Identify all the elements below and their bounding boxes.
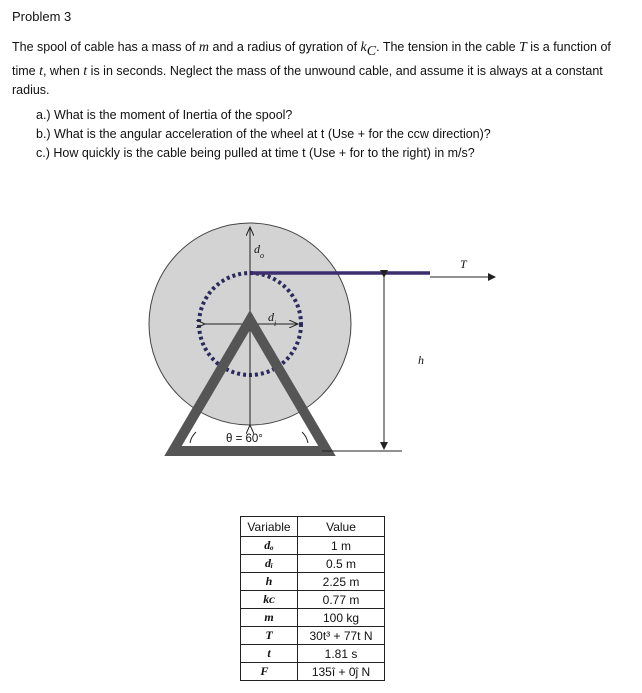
question-a: a.) What is the moment of Inertia of the spool?	[36, 108, 293, 122]
angle-arc-left	[190, 432, 196, 443]
table-row: m 100 kg	[241, 609, 385, 627]
table-row: kᴄ 0.77 m	[241, 591, 385, 609]
table-row: h 2.25 m	[241, 573, 385, 591]
inner-diameter-label: $d_i$	[268, 310, 277, 328]
value-header: Value	[298, 517, 385, 537]
tension-label: T	[460, 257, 467, 271]
spool-diagram	[0, 215, 642, 465]
angle-arc-right	[302, 432, 308, 443]
table-row: dᵢ 0.5 m	[241, 555, 385, 573]
question-b: b.) What is the angular acceleration of the wheel at t (Use + for the ccw direction)?	[36, 127, 491, 141]
variable-header: Variable	[241, 517, 298, 537]
problem-heading: Problem 3	[12, 9, 72, 24]
height-label: h	[418, 353, 424, 367]
outer-diameter-label: $d_o$	[254, 242, 264, 260]
table-header-row	[241, 517, 385, 537]
table-row: t 1.81 s	[241, 645, 385, 663]
question-c: c.) How quickly is the cable being pulled at time t (Use + for to the right) in m/s?	[36, 146, 475, 160]
table-row: T 30t³ + 77t N	[241, 627, 385, 645]
problem-statement: The spool of cable has a mass of m and a radius of gyration of $k_C$. The tension in the cable T is a function of time t, when t is in seconds. Neglect the mass of the unwound cable, and assume it is always at a constant radius.	[12, 40, 611, 97]
variable-table	[240, 516, 385, 681]
theta-label: θ = 60°	[226, 433, 263, 445]
table-row: dₒ 1 m	[241, 537, 385, 555]
table-row: F⃗ 135î + 0ĵ N	[241, 663, 385, 681]
question-list	[36, 106, 491, 163]
